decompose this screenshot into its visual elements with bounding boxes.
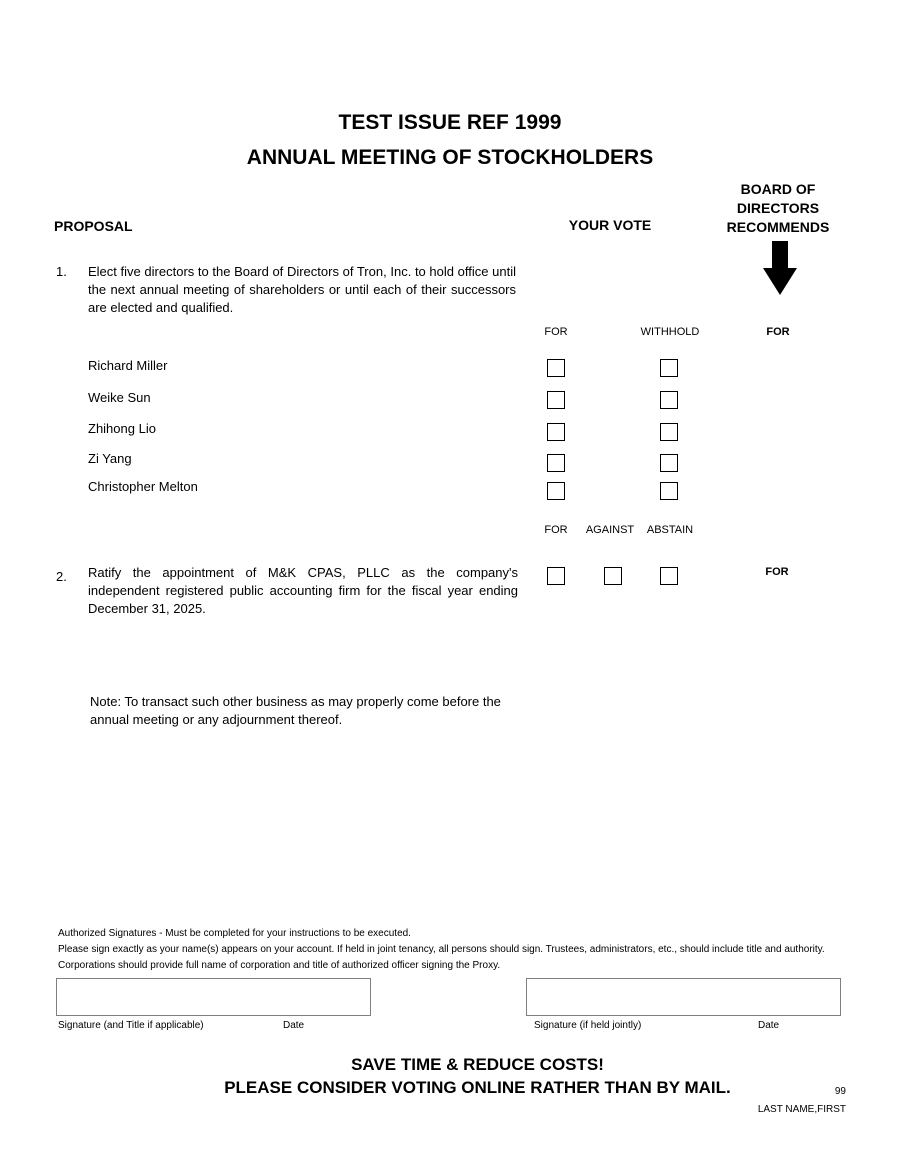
nominee-5-for-checkbox[interactable]: [547, 482, 565, 500]
nominee-3-withhold-checkbox[interactable]: [660, 423, 678, 441]
document-subtitle: ANNUAL MEETING OF STOCKHOLDERS: [246, 146, 654, 169]
proposal-2-abstain-checkbox[interactable]: [660, 567, 678, 585]
your-vote-column-header: YOUR VOTE: [568, 217, 652, 233]
signature-box-primary[interactable]: [56, 978, 371, 1016]
proposal-1-text: Elect five directors to the Board of Directors of Tron, Inc. to hold office until the next annual meeting of shareholders or until each of their successors are elected and qualified.: [88, 264, 516, 315]
proposal-2-for-label: FOR: [544, 524, 568, 536]
footer-save-time: SAVE TIME & REDUCE COSTS!: [351, 1055, 604, 1074]
page-number: 99: [834, 1086, 846, 1097]
signature-label-primary: Signature (and Title if applicable): [58, 1020, 204, 1031]
nominee-4-for-checkbox[interactable]: [547, 454, 565, 472]
board-recommends-header: [718, 180, 838, 237]
proposal-2-abstain-label: ABSTAIN: [646, 524, 694, 536]
board-header-line3: RECOMMENDS: [726, 219, 830, 235]
signature-instructions-text: Please sign exactly as your name(s) appears on your account. If held in joint tenancy, all persons should sign. Trustees, administrators, etc., should include title and authority. Corporations should provide full name of corporation and title of authorized officer signing the Proxy.: [58, 944, 825, 971]
document-title: TEST ISSUE REF 1999: [338, 111, 562, 134]
nominee-1-for-checkbox[interactable]: [547, 359, 565, 377]
signature-box-joint[interactable]: [526, 978, 841, 1016]
date-label-primary: Date: [283, 1020, 305, 1031]
signature-instructions: [58, 926, 853, 974]
proposal-1-recommendation: FOR: [766, 326, 790, 338]
proposal-2-text: Ratify the appointment of M&K CPAS, PLLC as the company's independent registered public accounting firm for the fiscal year ending December 31, 2025.: [88, 565, 518, 616]
proposal-1-withhold-label: WITHHOLD: [640, 326, 700, 338]
proposal-2-for-checkbox[interactable]: [547, 567, 565, 585]
date-label-joint: Date: [758, 1020, 780, 1031]
signature-label-joint: Signature (if held jointly): [534, 1020, 642, 1031]
nominee-2-withhold-checkbox[interactable]: [660, 391, 678, 409]
proposal-2-against-label: AGAINST: [585, 524, 635, 536]
nominee-3-for-checkbox[interactable]: [547, 423, 565, 441]
nominee-name: Weike Sun: [88, 390, 151, 405]
nominee-name: Christopher Melton: [88, 479, 198, 494]
proposal-2-against-checkbox[interactable]: [604, 567, 622, 585]
other-business-note: Note: To transact such other business as may properly come before the annual meeting or any adjournment thereof.: [90, 694, 501, 727]
footer-vote-online: PLEASE CONSIDER VOTING ONLINE RATHER THAN BY MAIL.: [224, 1078, 731, 1097]
down-arrow-icon: [763, 241, 797, 295]
nominee-4-withhold-checkbox[interactable]: [660, 454, 678, 472]
nominee-2-for-checkbox[interactable]: [547, 391, 565, 409]
board-header-line2: DIRECTORS: [736, 200, 820, 216]
nominee-name: Richard Miller: [88, 358, 168, 373]
proposal-column-header: PROPOSAL: [54, 218, 133, 234]
board-header-line1: BOARD OF: [740, 181, 816, 197]
proposal-1-for-label: FOR: [544, 326, 568, 338]
nominee-5-withhold-checkbox[interactable]: [660, 482, 678, 500]
proposal-1-number: 1.: [56, 264, 67, 279]
nominee-name: Zhihong Lio: [88, 421, 156, 436]
signature-authorized-line: Authorized Signatures - Must be completed for your instructions to be executed.: [58, 928, 411, 939]
proposal-2-number: 2.: [56, 569, 67, 584]
nominee-1-withhold-checkbox[interactable]: [660, 359, 678, 377]
name-code: LAST NAME,FIRST: [757, 1104, 846, 1115]
nominee-name: Zi Yang: [88, 451, 132, 466]
proposal-2-recommendation: FOR: [765, 566, 789, 578]
